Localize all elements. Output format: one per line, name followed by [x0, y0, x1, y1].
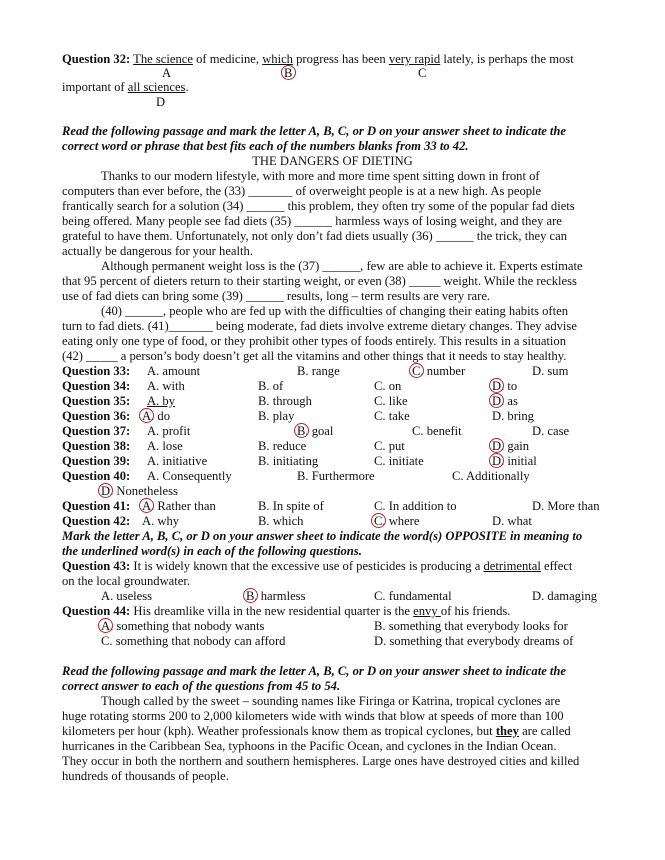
passage-line: actually be dangerous for your health. [62, 244, 253, 258]
question-37-option-b-circled: B. goal [297, 424, 334, 438]
letter-c: C [418, 66, 427, 80]
passage-line: (40) ______, people who are fed up with the difficulties of changing their eating habits often [101, 304, 569, 318]
question-38-option-b: B. reduce [258, 439, 307, 453]
passage-2-line: kilometers per hour (kph). Weather professionals know them as tropical cyclones, but they are called [62, 724, 571, 738]
passage-line: turn to fad diets. (41)_______ being moderate, fad diets involve extreme dietary changes. They advise [62, 319, 577, 333]
question-34-option-d-circled: D. to [492, 379, 518, 393]
question-37-option-a: A. profit [147, 424, 191, 438]
question-44-option-a-circled: A. something that nobody wants [101, 619, 265, 633]
question-33-option-a: A. amount [147, 364, 201, 378]
passage-line: grateful to have them. Unfortunately, not only don’t fad diets usually (36) ______ the trick, they can [62, 229, 568, 243]
underlined-option-d: all sciences [127, 80, 186, 94]
question-33-option-d: D. sum [532, 364, 569, 378]
question-34-option-b: B. of [258, 379, 284, 393]
passage-line: that 95 percent of dieters return to their starting weight, or even (38) _____ weight. While the reckless [62, 274, 577, 288]
question-43-option-a: A. useless [101, 589, 153, 603]
question-39-label: Question 39: [62, 454, 131, 468]
passage-2-line: hundreds of thousands of people. [62, 769, 229, 783]
letter-d: D [156, 95, 166, 109]
question-34-option-a: A. with [147, 379, 185, 393]
question-38-option-d-circled: D. gain [492, 439, 530, 453]
question-36-label: Question 36: [62, 409, 131, 423]
question-42-option-b: B. which [258, 514, 304, 528]
underlined-word: detrimental [483, 559, 541, 573]
question-33-option-c-circled: C. number [412, 364, 466, 378]
question-34-option-c: C. on [374, 379, 402, 393]
question-42-label: Question 42: [62, 514, 131, 528]
question-39-option-c: C. initiate [374, 454, 424, 468]
question-42-option-c-circled: C. where [374, 514, 420, 528]
passage-line: being offered. Many people see fad diets (35) ______ harmless ways of losing weight, and they are [62, 214, 562, 228]
instruction-2-line2: the underlined word(s) in each of the following questions. [62, 544, 362, 558]
question-label: Question 32: [62, 52, 131, 66]
question-44-option-d: D. something that everybody dreams of [374, 634, 574, 648]
passage-line: computers than ever before, the (33) _______ of overweight people is at a new high. As people [62, 184, 542, 198]
question-42-option-d: D. what [492, 514, 532, 528]
question-43-option-d: D. damaging [532, 589, 598, 603]
letter-a: A [162, 66, 172, 80]
question-35-option-b: B. through [258, 394, 312, 408]
passage-2-line: Though called by the sweet – sounding names like Firinga or Katrina, tropical cyclones are [101, 694, 561, 708]
passage-line: Thanks to our modern lifestyle, with more and more time spent sitting down in front of [101, 169, 540, 183]
question-41-option-d: D. More than [532, 499, 600, 513]
passage-2-line: hurricanes in the Caribbean Sea, typhoons in the Pacific Ocean, and cyclones in the Indian Ocean. [62, 739, 557, 753]
instruction-1-line2: correct word or phrase that best fits each of the numbers blanks from 33 to 42. [62, 139, 469, 153]
question-41-option-c: C. In addition to [374, 499, 457, 513]
underlined-option-b: which [262, 52, 293, 66]
question-38-option-a: A. lose [147, 439, 183, 453]
instruction-3-line2: correct answer to each of the questions from 45 to 54. [62, 679, 341, 693]
question-38-option-c: C. put [374, 439, 405, 453]
passage-line: use of fad diets can bring some (39) ______ results, long – term results are very rare. [62, 289, 491, 303]
question-40-option-b: B. Furthermore [297, 469, 375, 483]
underlined-option-c: very rapid [388, 52, 441, 66]
question-33-label: Question 33: [62, 364, 131, 378]
instruction-1-line1: Read the following passage and mark the letter A, B, C, or D on your answer sheet to indicate the [62, 124, 567, 138]
question-42-option-a: A. why [142, 514, 180, 528]
passage-line: frantically search for a solution (34) ______ this problem, they often try some of the popular fad diets [62, 199, 575, 213]
question-44-stem: Question 44: His dreamlike villa in the new residential quarter is the envy of his friends. [62, 604, 511, 618]
question-37-label: Question 37: [62, 424, 131, 438]
question-36-option-a-circled: A. do [142, 409, 170, 423]
passage-2-line: huge rotating storms 200 to 2,000 kilometers wide with winds that blow at speeds of more than 100 [62, 709, 564, 723]
question-41-label: Question 41: [62, 499, 131, 513]
question-37-option-c: C. benefit [412, 424, 462, 438]
question-32-line1: Question 32: The science of medicine, which progress has been very rapid lately, is perhaps the most [62, 52, 574, 66]
underlined-option-a: The science [133, 52, 193, 66]
question-38-label: Question 38: [62, 439, 131, 453]
question-43-stem: Question 43: It is widely known that the excessive use of pesticides is producing a detrimental effect [62, 559, 573, 573]
question-44-option-c: C. something that nobody can afford [101, 634, 286, 648]
question-40-label: Question 40: [62, 469, 131, 483]
passage-line: eating only one type of food, or they prohibit other types of foods entirely. This results in a situation [62, 334, 567, 348]
question-40-option-a: A. Consequently [147, 469, 232, 483]
passage-line: (42) _____ a person’s body doesn’t get all the vitamins and other things that it needs to stay healthy. [62, 349, 567, 363]
question-39-option-b: B. initiating [258, 454, 319, 468]
question-43-option-b-circled: B. harmless [246, 589, 306, 603]
question-41-option-a-circled: A. Rather than [142, 499, 216, 513]
question-40-option-c: C. Additionally [452, 469, 530, 483]
question-35-option-a: A. by [147, 394, 175, 408]
instruction-3-line1: Read the following passage and mark the letter A, B, C, or D on your answer sheet to indicate the [62, 664, 567, 678]
passage-title: THE DANGERS OF DIETING [252, 154, 413, 168]
question-35-option-c: C. like [374, 394, 408, 408]
question-39-option-d-circled: D. initial [492, 454, 537, 468]
underlined-word: envy [413, 604, 441, 618]
question-33-option-b: B. range [297, 364, 340, 378]
question-35-option-d-circled: D. as [492, 394, 518, 408]
question-40-option-d-circled: D. Nonetheless [101, 484, 178, 498]
question-36-option-d: D. bring [492, 409, 534, 423]
question-41-option-b: B. In spite of [258, 499, 324, 513]
underlined-word-they: they [495, 724, 519, 738]
letter-b-circled: B [284, 66, 293, 80]
question-32-line2: important of all sciences. [62, 80, 189, 94]
question-36-option-c: C. take [374, 409, 410, 423]
question-35-label: Question 35: [62, 394, 131, 408]
question-34-label: Question 34: [62, 379, 131, 393]
passage-2-line: They occur in both the northern and southern hemispheres. Large ones have destroyed cities and killed [62, 754, 580, 768]
question-43-option-c: C. fundamental [374, 589, 452, 603]
question-36-option-b: B. play [258, 409, 295, 423]
instruction-2-line1: Mark the letter A, B, C, or D on your answer sheet to indicate the word(s) OPPOSITE in meaning to [62, 529, 583, 543]
question-37-option-d: D. case [532, 424, 570, 438]
question-43-stem-line2: on the local groundwater. [62, 574, 190, 588]
passage-line: Although permanent weight loss is the (37) ______, few are able to achieve it. Experts estimate [101, 259, 583, 273]
question-39-option-a: A. initiative [147, 454, 208, 468]
question-44-option-b: B. something that everybody looks for [374, 619, 568, 633]
